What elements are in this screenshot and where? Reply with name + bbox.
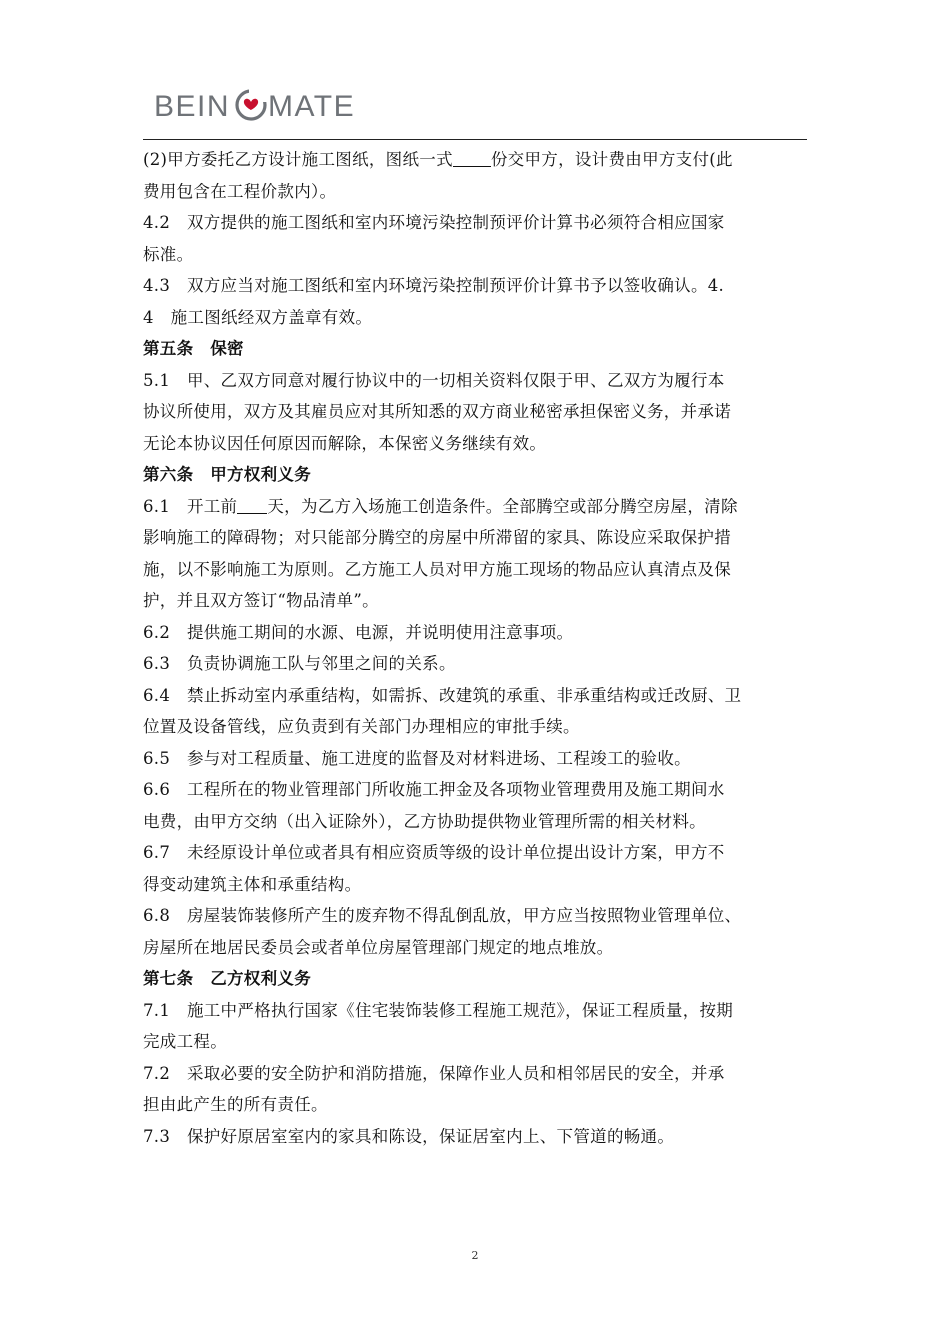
text-line: 无论本协议因任何原因而解除，本保密义务继续有效。 <box>143 433 547 453</box>
clause-6-1: 6.1 开工前 天，为乙方入场施工创造条件。全部腾空或部分腾空房屋，清除 <box>143 496 738 516</box>
clause-6-8: 6.8 房屋装饰装修所产生的废弃物不得乱倒乱放，甲方应当按照物业管理单位、 <box>143 906 742 925</box>
text-line: 电费，由甲方交纳（出入证除外），乙方协助提供物业管理所需的相关材料。 <box>143 811 706 831</box>
clause-7-2: 7.2 采取必要的安全防护和消防措施，保障作业人员和相邻居民的安全，并承 <box>143 1063 725 1083</box>
clause-6-4: 6.4 禁止拆动室内承重结构，如需拆、改建筑的承重、非承重结构或迁改厨、卫 <box>143 685 742 705</box>
clause-6-6: 6.6 工程所在的物业管理部门所收施工押金及各项物业管理费用及施工期间水 <box>143 780 725 799</box>
clause-7-1: 7.1 施工中严格执行国家《住宅装饰装修工程施工规范》，保证工程质量，按期 <box>143 1000 734 1020</box>
section-heading-5: 第五条 保密 <box>143 339 244 358</box>
clause-4-3: 4.3 双方应当对施工图纸和室内环境污染控制预评价计算书予以签收确认。4. <box>143 276 725 295</box>
section-heading-6: 第六条 甲方权利义务 <box>143 465 311 484</box>
text-line: 护，并且双方签订“物品清单”。 <box>143 591 379 610</box>
clause-4-4: 4 施工图纸经双方盖章有效。 <box>143 307 373 327</box>
text-line: 影响施工的障碍物；对只能部分腾空的房屋中所滞留的家具、陈设应采取保护措 <box>143 528 731 547</box>
text-line: 标准。 <box>143 244 194 264</box>
clause-6-2: 6.2 提供施工期间的水源、电源，并说明使用注意事项。 <box>143 622 574 642</box>
svg-text:MATE: MATE <box>268 90 356 123</box>
heart-g-logo-icon <box>148 72 378 136</box>
text-line: 担由此产生的所有责任。 <box>143 1095 328 1114</box>
text-line: 房屋所在地居民委员会或者单位房屋管理部门规定的地点堆放。 <box>143 937 614 957</box>
company-logo <box>148 72 378 136</box>
fill-in-blank <box>453 148 491 167</box>
clause-7-3: 7.3 保护好原居室室内的家具和陈设，保证居室内上、下管道的畅通。 <box>143 1126 675 1146</box>
page-number: 2 <box>471 1249 479 1262</box>
text-line: 得变动建筑主体和承重结构。 <box>143 874 362 894</box>
text-line: 位置及设备管线，应负责到有关部门办理相应的审批手续。 <box>143 717 580 736</box>
clause-6-7: 6.7 未经原设计单位或者具有相应资质等级的设计单位提出设计方案，甲方不 <box>143 843 725 862</box>
fill-in-blank <box>237 495 267 514</box>
text-line: 协议所使用，双方及其雇员应对其所知悉的双方商业秘密承担保密义务，并承诺 <box>143 402 731 421</box>
clause-5-1: 5.1 甲、乙双方同意对履行协议中的一切相关资料仅限于甲、乙双方为履行本 <box>143 370 725 390</box>
text-line: 费用包含在工程价款内）。 <box>143 181 337 201</box>
text-line: 完成工程。 <box>143 1032 227 1051</box>
clause-4-2: 4.2 双方提供的施工图纸和室内环境污染控制预评价计算书必须符合相应国家 <box>143 213 725 232</box>
text-line: 施，以不影响施工为原则。乙方施工人员对甲方施工现场的物品应认真清点及保 <box>143 559 731 579</box>
document-body <box>143 144 813 1152</box>
clause-6-3: 6.3 负责协调施工队与邻里之间的关系。 <box>143 654 456 673</box>
svg-text:BEIN: BEIN <box>154 90 231 123</box>
text-line: (2)甲方委托乙方设计施工图纸，图纸一式 份交甲方，设计费由甲方支付(此 <box>143 150 733 169</box>
section-heading-7: 第七条 乙方权利义务 <box>143 969 311 988</box>
header-rule <box>143 139 807 140</box>
clause-6-5: 6.5 参与对工程质量、施工进度的监督及对材料进场、工程竣工的验收。 <box>143 748 691 768</box>
